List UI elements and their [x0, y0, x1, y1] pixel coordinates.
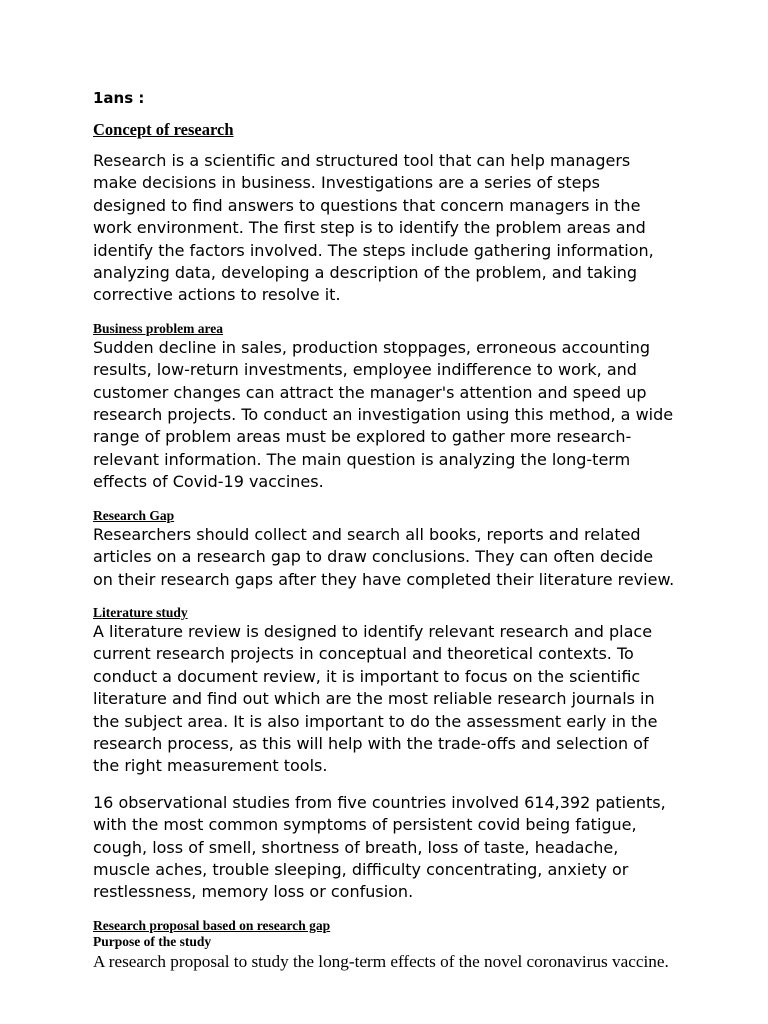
- answer-label: 1ans :: [93, 89, 145, 107]
- business-problem-paragraph: Sudden decline in sales, production stoppages, erroneous accounting results, low-return investments, employee indifference to work, and customer changes can attract the manager's attention and speed up research projects. To conduct an investigation using this method, a wide range of problem areas must be explored to gather more research-relevant information. The main question is analyzing the long-term effects of Covid-19 vaccines.: [93, 337, 674, 492]
- business-problem-heading: Business problem area: [93, 320, 224, 336]
- concept-paragraph: Research is a scientific and structured tool that can help managers make decisions in business. Investigations are a series of steps designed to find answers to questions that concern managers in the work environment. The first step is to identify the problem areas and identify the factors involved. The steps include gathering information, analyzing data, developing a description of the problem, and taking corrective actions to resolve it.: [93, 151, 654, 305]
- literature-study-heading: Literature study: [93, 604, 188, 620]
- research-gap-heading: Research Gap: [93, 507, 175, 523]
- purpose-heading: Purpose of the study: [93, 933, 212, 949]
- research-proposal-heading: Research proposal based on research gap: [93, 917, 331, 933]
- studies-paragraph: 16 observational studies from five countries involved 614,392 patients, with the most common symptoms of persistent covid being fatigue, cough, loss of smell, shortness of breath, loss of taste, headache, muscle aches, trouble sleeping, difficulty concentrating, anxiety or restlessness, memory loss or confusion.: [93, 792, 666, 902]
- research-gap-paragraph: Researchers should collect and search all books, reports and related articles on a research gap to draw conclusions. They can often decide on their research gaps after they have completed their literature review.: [93, 524, 675, 589]
- concept-title: Concept of research: [93, 120, 234, 139]
- document-page: [93, 88, 678, 971]
- literature-study-paragraph: A literature review is designed to identify relevant research and place current research projects in conceptual and theoretical contexts. To conduct a document review, it is important to focus on the scientific literature and find out which are the most reliable research journals in the subject area. It is also important to do the assessment early in the research process, as this will help with the trade-offs and selection of the right measurement tools.: [93, 621, 658, 776]
- purpose-paragraph: A research proposal to study the long-term effects of the novel coronavirus vaccine.: [93, 951, 669, 971]
